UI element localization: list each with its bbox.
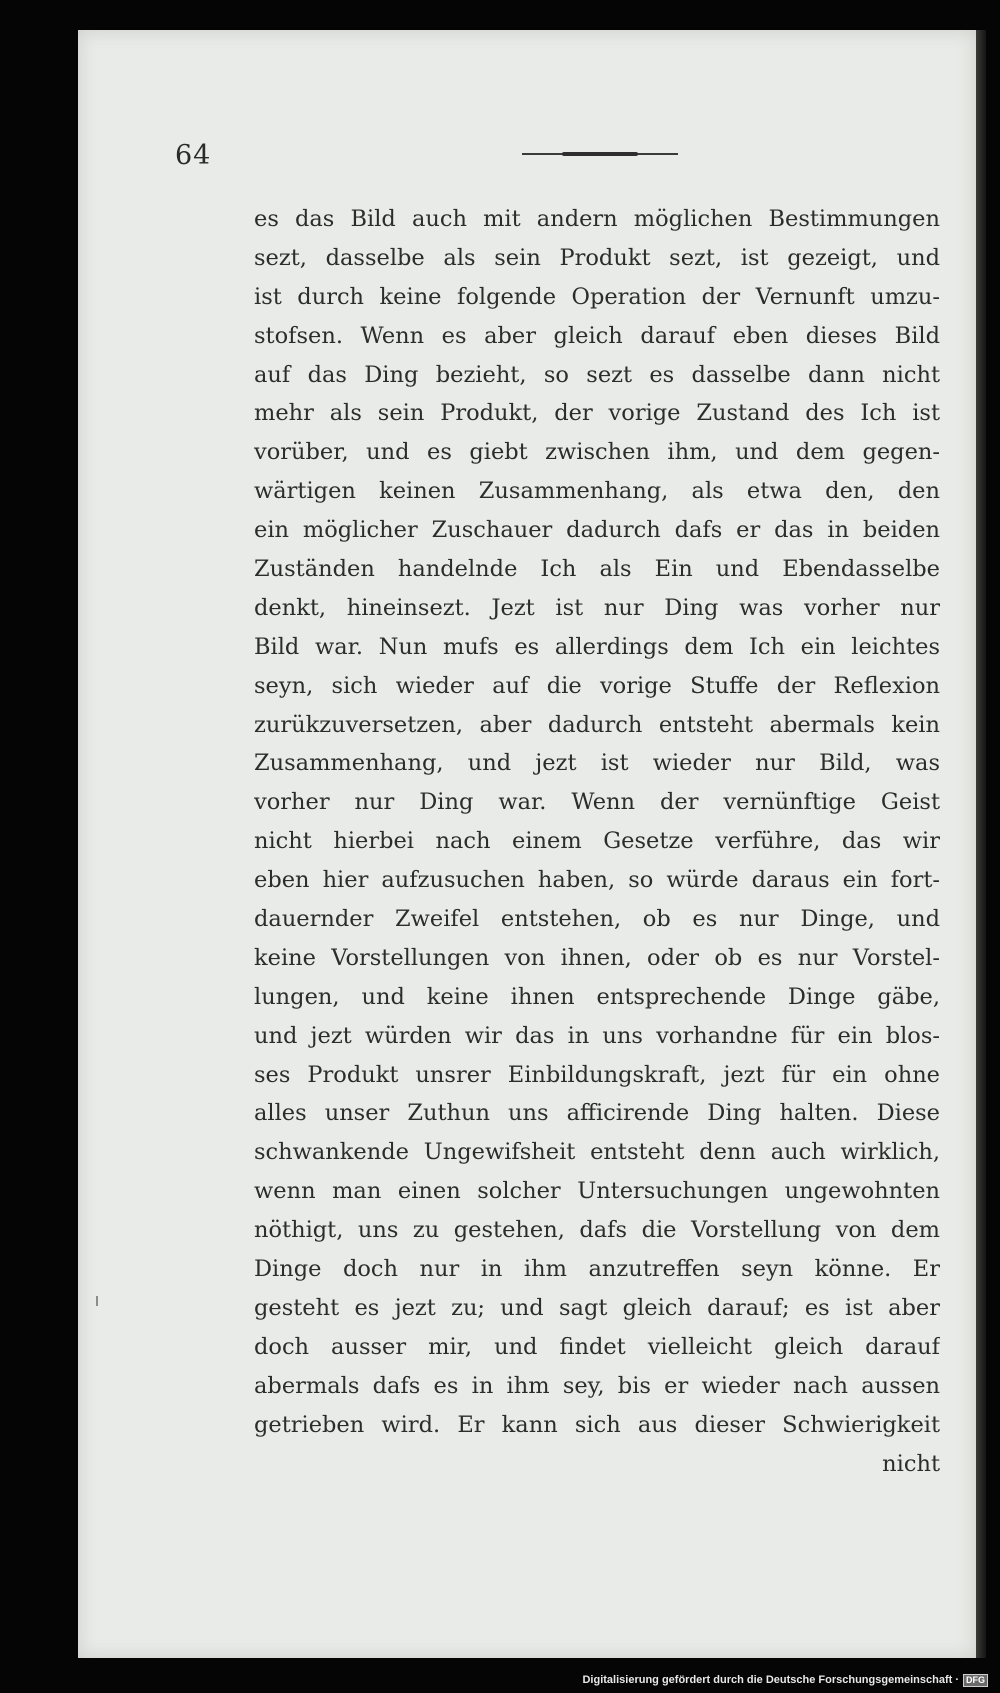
digitization-credit (582, 1672, 988, 1688)
text-line: ses Produkt unsrer Einbildungskraft, jezt für ein ohne (254, 1061, 940, 1088)
header-rule (522, 153, 678, 155)
catchword: nicht (882, 1450, 940, 1477)
text-line: nöthigt, uns zu gestehen, dafs die Vorstellung von dem (254, 1217, 940, 1244)
text-line: es das Bild auch mit andern möglichen Bestimmungen (254, 206, 940, 232)
text-line: denkt, hineinsezt. Jezt ist nur Ding was vorher nur (254, 594, 940, 621)
text-line: getrieben wird. Er kann sich aus dieser Schwierigkeit (254, 1411, 940, 1438)
text-line: ist durch keine folgende Operation der Vernunft umzu- (254, 283, 940, 310)
text-line: doch ausser mir, und findet vielleicht gleich darauf (254, 1333, 940, 1360)
text-line: mehr als sein Produkt, der vorige Zustand des Ich ist (254, 400, 940, 427)
text-line: seyn, sich wieder auf die vorige Stuffe der Reflexion (254, 672, 940, 699)
margin-mark (96, 1296, 98, 1306)
text-line: schwankende Ungewifsheit entsteht denn auch wirklich, (254, 1139, 940, 1166)
text-line: vorüber, und es giebt zwischen ihm, und dem gegen- (254, 439, 940, 466)
text-line: abermals dafs es in ihm sey, bis er wieder nach aussen (254, 1372, 940, 1399)
text-line: Zusammenhang, und jezt ist wieder nur Bild, was (254, 750, 940, 777)
text-line: vorher nur Ding war. Wenn der vernünftige Geist (254, 789, 940, 816)
text-line: wärtigen keinen Zusammenhang, als etwa den, den (254, 478, 940, 505)
text-line: Bild war. Nun mufs es allerdings dem Ich ein leichtes (254, 633, 940, 660)
text-line: Zuständen handelnde Ich als Ein und Ebendasselbe (254, 556, 940, 583)
page-number: 64 (175, 140, 212, 171)
text-line: zurükzuversetzen, aber dadurch entsteht abermals kein (254, 711, 940, 738)
text-line: keine Vorstellungen von ihnen, oder ob es nur Vorstel- (254, 944, 940, 971)
credit-text: Digitalisierung gefördert durch die Deutsche Forschungsgemeinschaft · (582, 1674, 959, 1686)
text-line: eben hier aufzusuchen haben, so würde daraus ein fort- (254, 867, 940, 894)
text-line: und jezt würden wir das in uns vorhandne für ein blos- (254, 1022, 940, 1049)
text-line: ein möglicher Zuschauer dadurch dafs er das in beiden (254, 517, 940, 544)
text-line: stofsen. Wenn es aber gleich darauf eben dieses Bild (254, 322, 940, 349)
text-line: Dinge doch nur in ihm anzutreffen seyn könne. Er (254, 1256, 940, 1283)
text-line: dauernder Zweifel entstehen, ob es nur Dinge, und (254, 906, 940, 933)
text-line: wenn man einen solcher Untersuchungen ungewohnten (254, 1178, 940, 1205)
text-line: sezt, dasselbe als sein Produkt sezt, ist gezeigt, und (254, 244, 940, 271)
dfg-logo: DFG (963, 1674, 988, 1687)
body-text (254, 200, 940, 1483)
text-line: lungen, und keine ihnen entsprechende Dinge gäbe, (254, 983, 940, 1010)
text-line: nicht hierbei nach einem Gesetze verführe, das wir (254, 828, 940, 855)
text-line: alles unser Zuthun uns afficirende Ding halten. Diese (254, 1100, 940, 1127)
text-line: auf das Ding bezieht, so sezt es dasselbe dann nicht (254, 361, 940, 388)
page-edge (976, 30, 986, 1658)
text-line: gesteht es jezt zu; und sagt gleich darauf; es ist aber (254, 1294, 940, 1321)
